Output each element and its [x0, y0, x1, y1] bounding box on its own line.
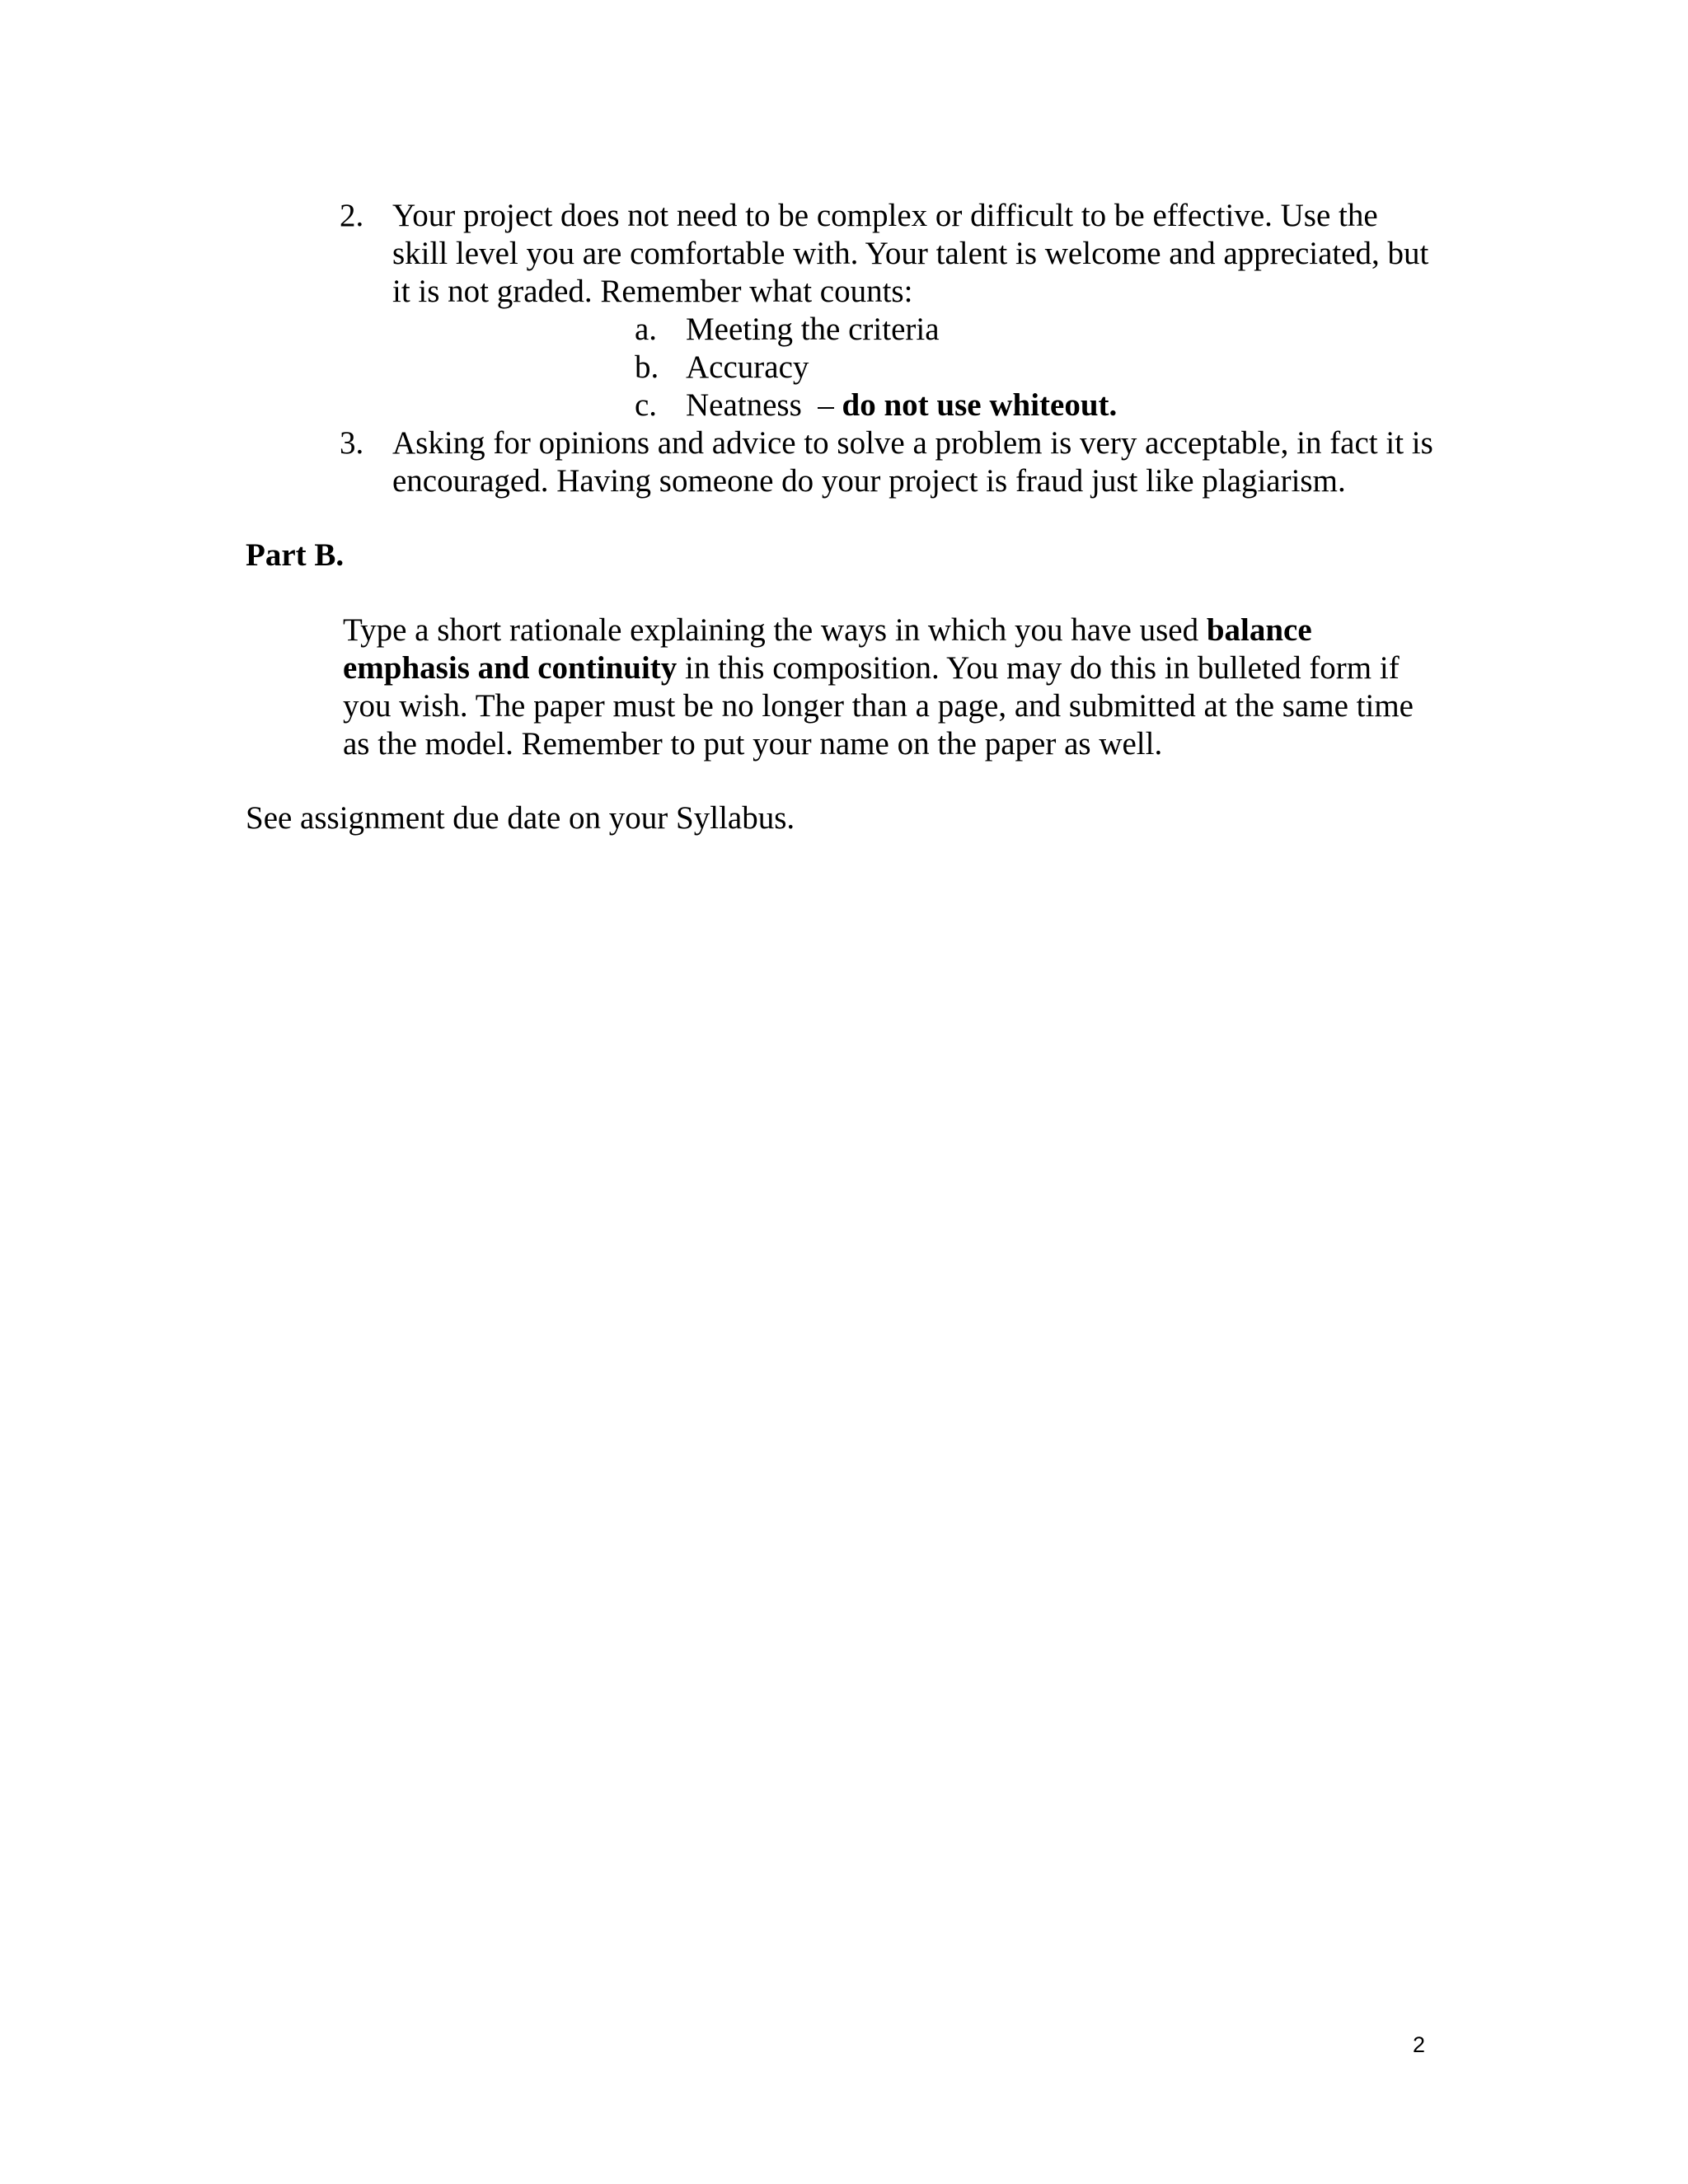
list-letter: a. — [635, 312, 658, 347]
list-item-text: Asking for opinions and advice to solve a problem is very acceptable, in fact it is encouraged. Having someone do your project is fraud just like plagiarism. — [392, 425, 1433, 499]
list-number: 3. — [340, 425, 364, 461]
rationale-emphasis: balance emphasis and continuity — [343, 612, 1312, 686]
list-item-3 — [340, 424, 1436, 500]
criteria-text: Accuracy — [686, 349, 809, 385]
list-item-2 — [340, 197, 1436, 311]
criteria-emphasis: do not use whiteout. — [842, 387, 1118, 423]
section-heading: Part B. — [246, 537, 345, 573]
page-number: 2 — [1413, 2032, 1426, 2057]
list-letter: b. — [635, 349, 659, 385]
criteria-text: Meeting the criteria — [686, 312, 940, 347]
list-item-text: Your project does not need to be complex or difficult to be effective. Use the skill level you are comfortable with. Your talent is welcome and appreciated, but it is not graded. Remember what counts: — [392, 198, 1429, 309]
list-number: 2. — [340, 198, 364, 233]
list-letter: c. — [635, 387, 658, 423]
criteria-item — [635, 349, 1376, 387]
rationale-paragraph: Type a short rationale explaining the ways in which you have used balance emphasis and continuity in this composition. You may do this in bulleted form if you wish. The paper must be no longer than a page, and submitted at the same time as the model. Remember to put your name on the paper as well. — [343, 612, 1414, 762]
due-date-note: See assignment due date on your Syllabus. — [246, 800, 795, 836]
criteria-item — [635, 387, 1376, 424]
criteria-list — [635, 311, 1376, 424]
criteria-item — [635, 311, 1376, 349]
criteria-text: Neatness – do not use whiteout. — [686, 387, 1118, 423]
